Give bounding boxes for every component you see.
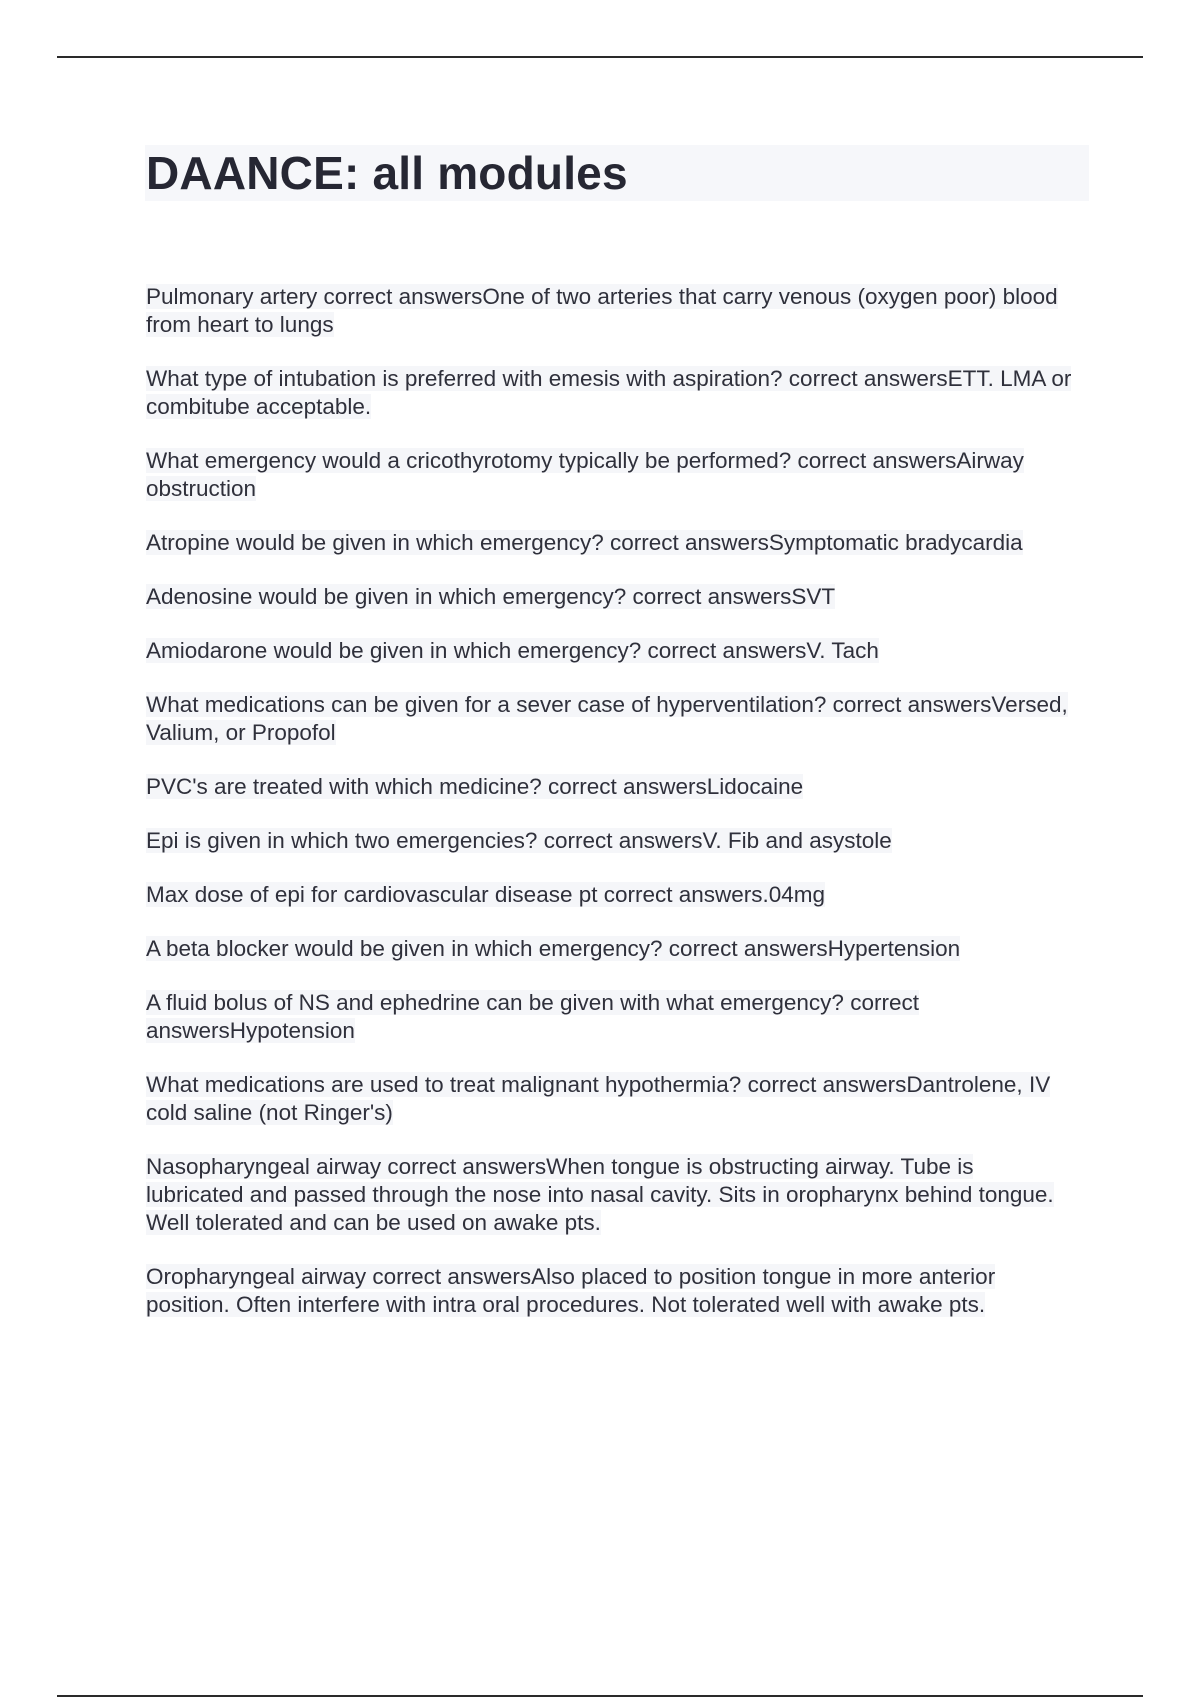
qa-item: Adenosine would be given in which emergency? correct answersSVT — [146, 584, 836, 609]
top-rule — [57, 56, 1143, 58]
qa-item: Max dose of epi for cardiovascular disease pt correct answers.04mg — [146, 882, 826, 907]
qa-item: Pulmonary artery correct answersOne of two arteries that carry venous (oxygen poor) blood from heart to lungs — [146, 284, 1058, 337]
bottom-rule — [57, 1695, 1143, 1697]
qa-item: A beta blocker would be given in which emergency? correct answersHypertension — [146, 936, 961, 961]
qa-item: Atropine would be given in which emergency? correct answersSymptomatic bradycardia — [146, 530, 1023, 555]
qa-item: Oropharyngeal airway correct answersAlso placed to position tongue in more anterior position. Often interfere with intra oral procedures. Not tolerated well with awake pts. — [146, 1264, 996, 1317]
qa-item: PVC's are treated with which medicine? correct answersLidocaine — [146, 774, 804, 799]
page-title: DAANCE: all modules — [146, 147, 628, 199]
qa-item: Amiodarone would be given in which emergency? correct answersV. Tach — [146, 638, 879, 663]
qa-item: What medications are used to treat malignant hypothermia? correct answersDantrolene, IV cold saline (not Ringer's) — [146, 1072, 1051, 1125]
qa-item: What type of intubation is preferred with emesis with aspiration? correct answersETT. LMA or combitube acceptable. — [146, 366, 1072, 419]
qa-item: Epi is given in which two emergencies? correct answersV. Fib and asystole — [146, 828, 892, 853]
qa-item: What emergency would a cricothyrotomy typically be performed? correct answersAirway obstruction — [146, 448, 1024, 501]
qa-item: Nasopharyngeal airway correct answersWhen tongue is obstructing airway. Tube is lubricated and passed through the nose into nasal cavity. Sits in oropharynx behind tongue. Well tolerated and can be used on awake pts. — [146, 1154, 1054, 1235]
qa-item: What medications can be given for a sever case of hyperventilation? correct answersVersed, Valium, or Propofol — [146, 692, 1068, 745]
qa-item: A fluid bolus of NS and ephedrine can be given with what emergency? correct answersHypotension — [146, 990, 919, 1043]
qa-list — [146, 283, 1076, 1345]
